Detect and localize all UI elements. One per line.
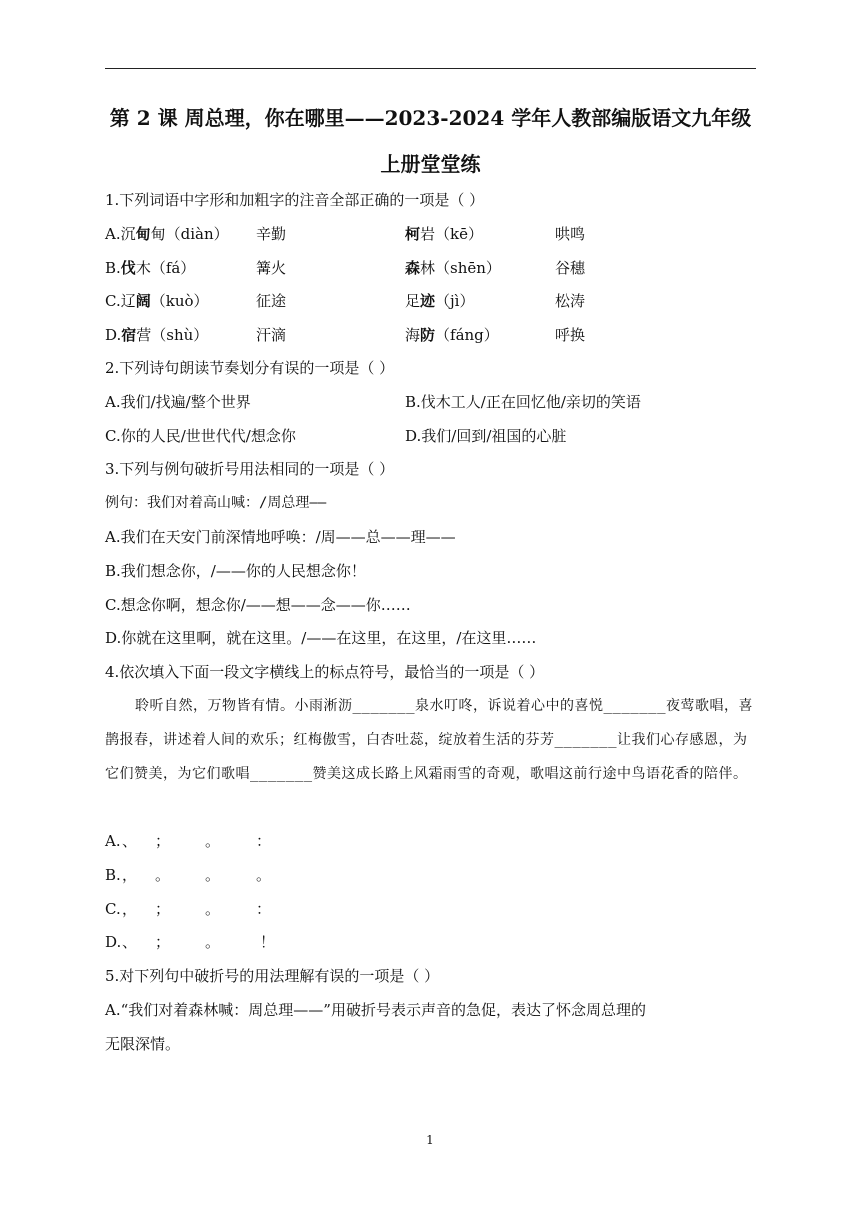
q5-option-a-line1: A.“我们对着森林喊：周总理——”用破折号表示声音的急促，表达了怀念周总理的	[105, 1001, 646, 1019]
q2-option-d: D.我们/回到/祖国的心脏	[405, 427, 567, 445]
q4-c-mark1: ，	[122, 900, 138, 918]
q3-example: 例句：我们对着高山喊：/周总理——	[105, 495, 327, 511]
q4-b-mark1: ，	[122, 866, 138, 884]
page-title-line2: 上册堂堂练	[380, 152, 481, 176]
q4-d-mark3: 。	[205, 933, 221, 951]
q2-stem: 2.下列诗句朗读节奏划分有误的一项是（ ）	[105, 359, 395, 377]
q4-passage: 聆听自然，万物皆有情。小雨淅沥_______泉水叮咚，诉说着心中的喜悦_______夜莺歌唱，喜鹊报春，讲述着人间的欢乐；红梅傲雪，白杏吐蕊，绽放着生活的芬芳_______让我们心存感恩，为它们赞美，为它们歌唱_______赞美这成长路上风霜雨雪的奇观，歌唱这前行途中鸟语花香的陪伴。	[105, 698, 753, 782]
q1-d-pre: D.	[105, 326, 122, 344]
q2-option-a: A.我们/找遍/整个世界	[105, 393, 251, 411]
page-title-line1: 第 2 课 周总理，你在哪里——2023-2024 学年人教部编版语文九年级	[109, 106, 752, 130]
q3-stem: 3.下列与例句破折号用法相同的一项是（ ）	[105, 460, 395, 478]
q3-option-b: B.我们想念你，/——你的人民想念你！	[105, 562, 366, 580]
q5-stem: 5.对下列句中破折号的用法理解有误的一项是（ ）	[105, 967, 440, 985]
q1-stem: 1.下列词语中字形和加粗字的注音全部正确的一项是（ ）	[105, 191, 485, 209]
q4-c-mark3: 。	[205, 900, 221, 918]
q1-c-word3: （jì）	[435, 292, 475, 310]
q2-option-c: C.你的人民/世世代代/想念你	[105, 427, 296, 445]
q1-d-word2: 汗滴	[256, 326, 287, 344]
q1-d-post: 营（shù）	[136, 326, 209, 344]
q1-a-word2: 辛勤	[256, 225, 287, 243]
q1-a-bold2: 柯	[405, 225, 421, 243]
q1-c-pre: C.辽	[105, 292, 136, 310]
q1-b-word4: 谷穗	[555, 259, 586, 277]
q4-d-mark2: ；	[155, 933, 171, 951]
header-rule	[105, 68, 756, 69]
q1-d-word3: （fáng）	[435, 326, 499, 344]
q1-b-bold2: 森	[405, 259, 421, 277]
q1-b-word3: 林（shēn）	[420, 259, 501, 277]
q2-option-b: B.伐木工人/正在回忆他/亲切的笑语	[405, 393, 641, 411]
q4-c-label: C.	[105, 900, 121, 918]
q1-c-word4: 松涛	[555, 292, 586, 310]
q1-c-word2: 征途	[256, 292, 287, 310]
q5-option-a-line2: 无限深情。	[105, 1035, 181, 1053]
q4-d-mark4: ！	[260, 933, 276, 951]
q4-stem: 4.依次填入下面一段文字横线上的标点符号，最恰当的一项是（ ）	[105, 663, 545, 681]
q1-b-word2: 篝火	[256, 259, 287, 277]
q1-b-bold: 伐	[120, 259, 136, 277]
q1-a-bold: 甸	[135, 225, 151, 243]
q1-a-post: 甸（diàn）	[150, 225, 229, 243]
q4-d-mark1: 、	[122, 933, 138, 951]
q1-d-word4: 呼换	[555, 326, 586, 344]
q1-c-post: （kuò）	[150, 292, 209, 310]
q1-d-pre2: 海	[405, 326, 421, 344]
q1-c-pre2: 足	[405, 292, 421, 310]
q4-b-mark3: 。	[205, 866, 221, 884]
q1-d-bold2: 防	[420, 326, 436, 344]
q1-c-bold2: 迹	[420, 292, 436, 310]
q1-b-post: 木（fá）	[135, 259, 196, 277]
page-number: 1	[426, 1133, 434, 1147]
q1-b-pre: B.	[105, 259, 121, 277]
q3-option-c: C.想念你啊，想念你/——想——念——你……	[105, 596, 411, 614]
q3-option-d: D.你就在这里啊，就在这里。/——在这里，在这里，/在这里……	[105, 629, 537, 647]
q1-a-word3: 岩（kē）	[420, 225, 483, 243]
q4-a-mark2: ；	[155, 832, 171, 850]
q4-b-mark2: 。	[155, 866, 171, 884]
q4-a-mark3: 。	[205, 832, 221, 850]
q4-d-label: D.	[105, 933, 122, 951]
q4-b-label: B.	[105, 866, 121, 884]
q3-option-a: A.我们在天安门前深情地呼唤：/周——总——理——	[105, 528, 456, 546]
q4-b-mark4: 。	[256, 866, 272, 884]
q1-a-pre: A.沉	[105, 225, 136, 243]
q4-c-mark4: ：	[256, 900, 272, 918]
q4-c-mark2: ；	[155, 900, 171, 918]
q1-a-word4: 哄鸣	[555, 225, 586, 243]
q1-c-bold: 阔	[135, 292, 151, 310]
q4-a-mark1: 、	[122, 832, 138, 850]
q4-a-label: A.	[105, 832, 121, 850]
q1-d-bold: 宿	[121, 326, 137, 344]
q4-a-mark4: ：	[256, 832, 272, 850]
